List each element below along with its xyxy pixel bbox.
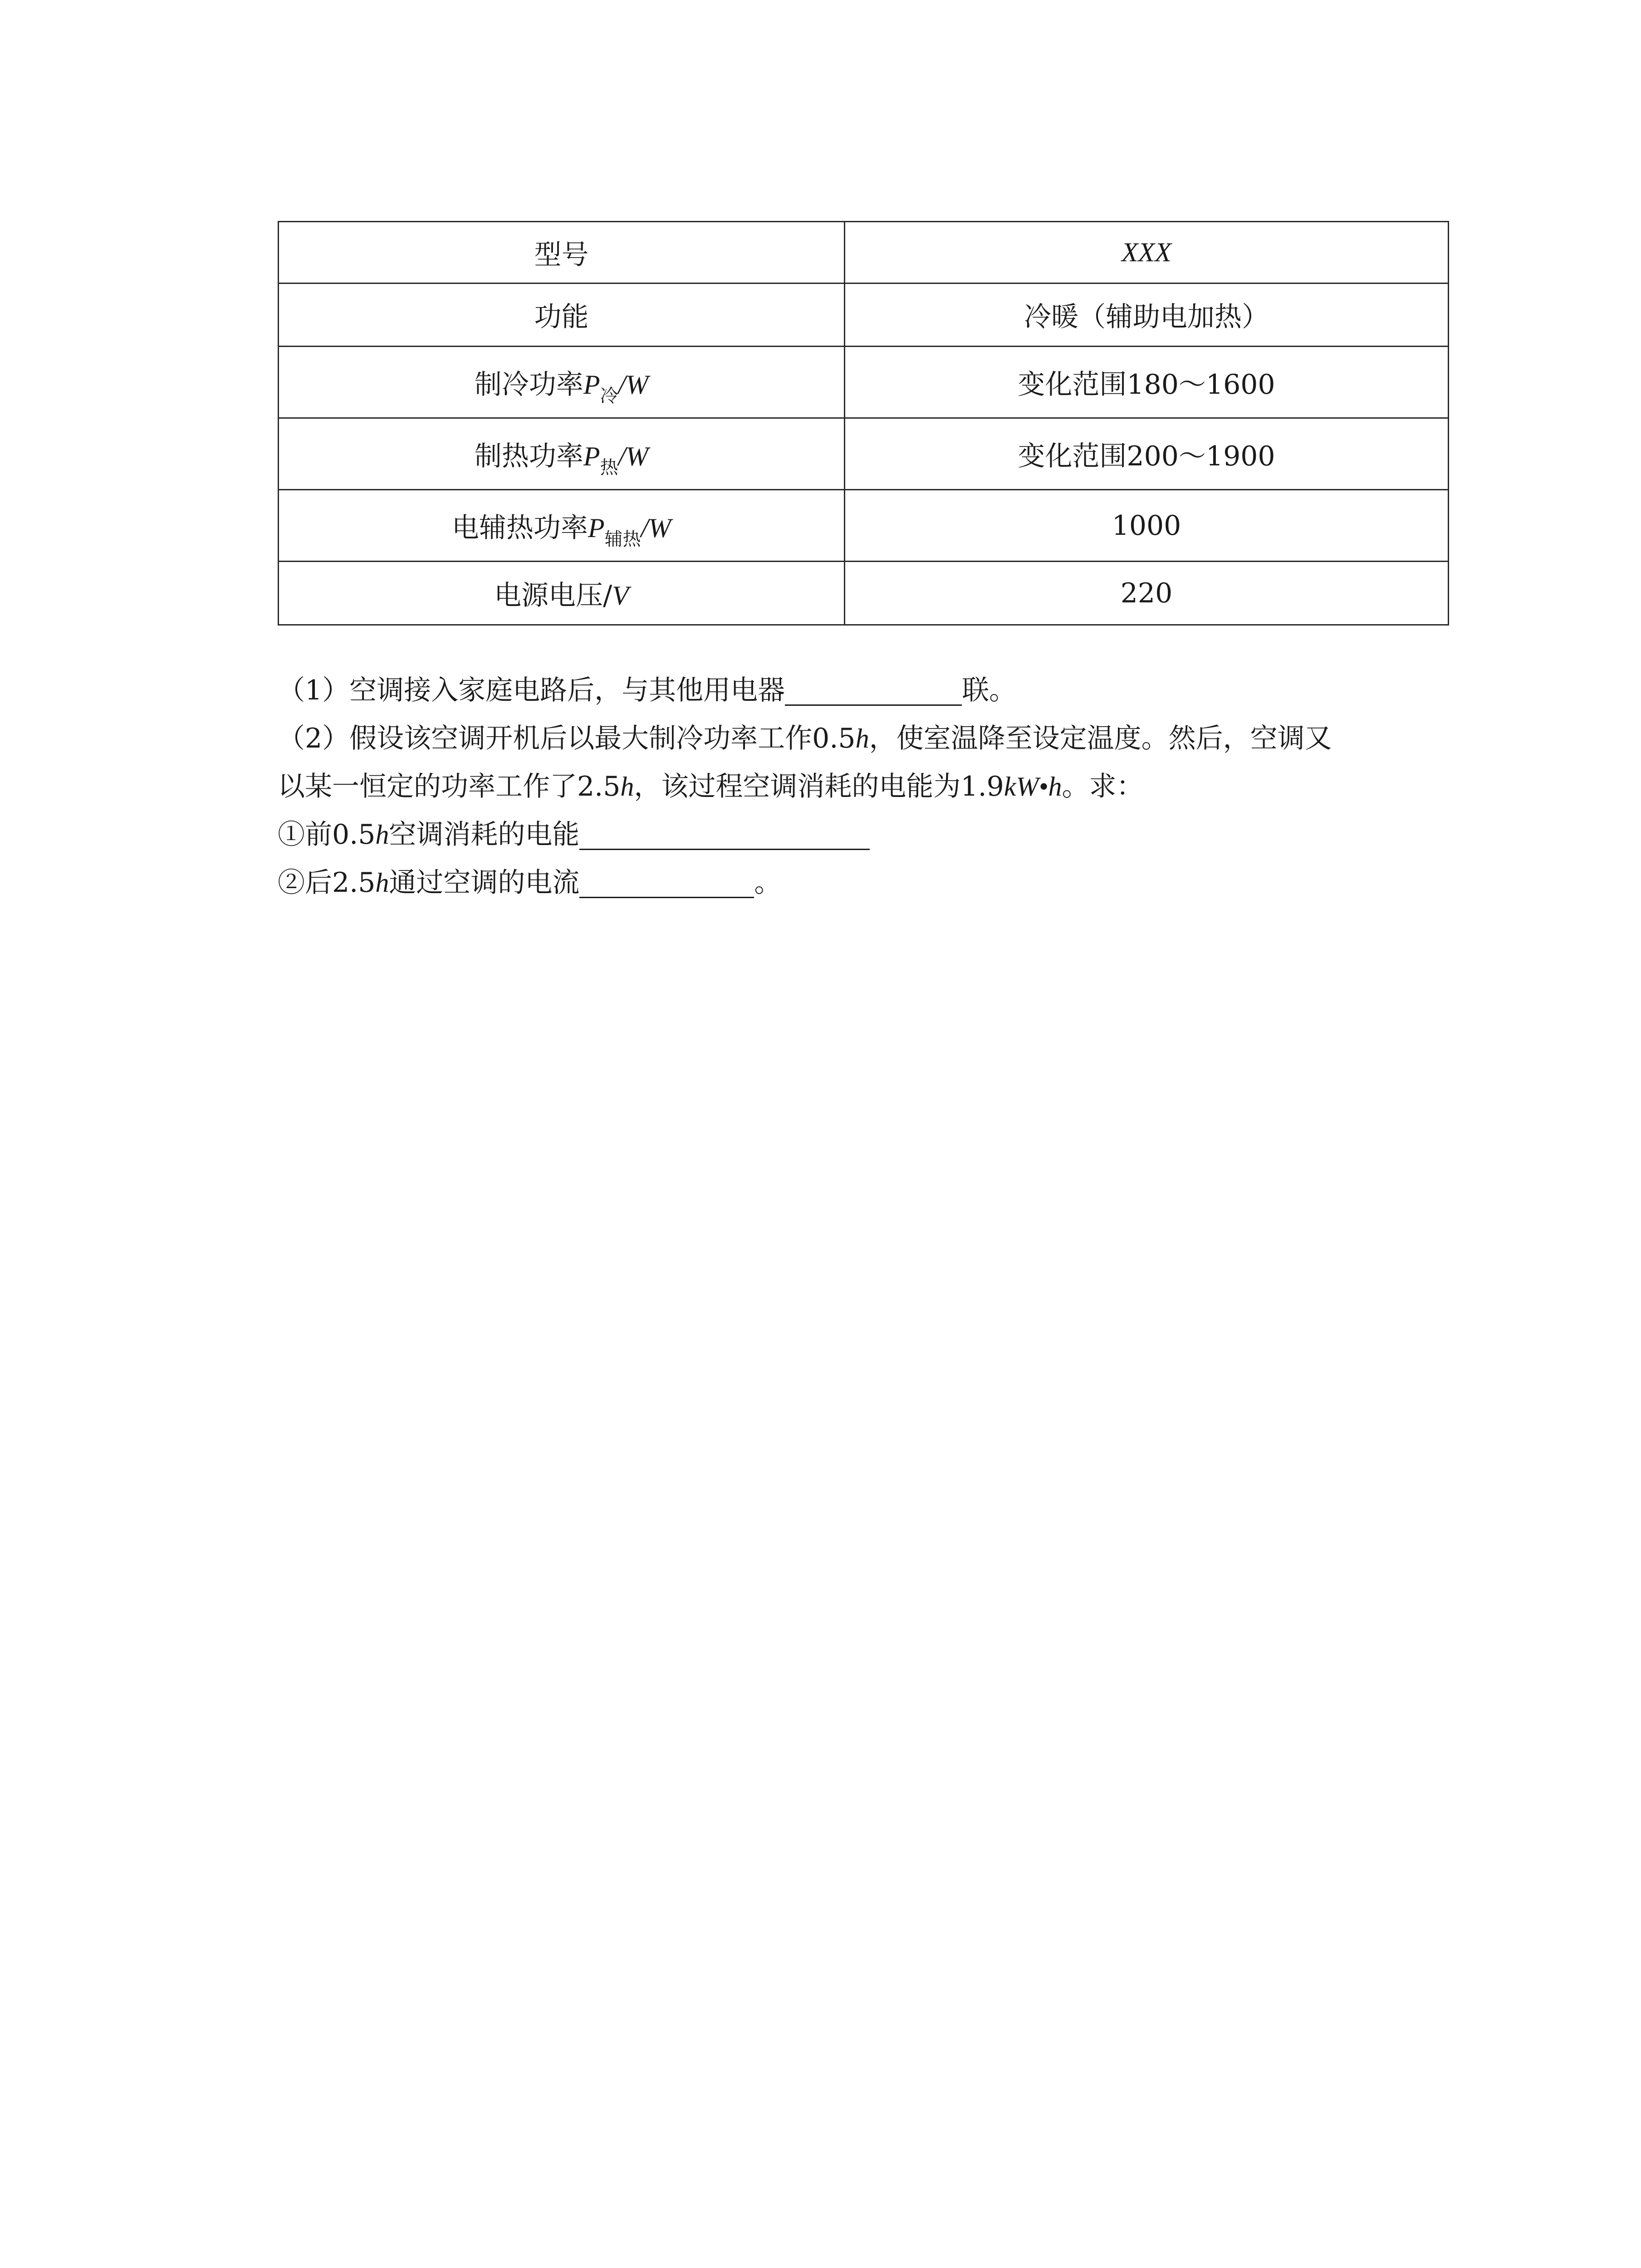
aux-heat-power-label [279,490,845,562]
hour-unit: h [375,820,389,850]
supply-voltage-symbol: V [612,580,629,611]
energy-unit: kW•h [1004,772,1062,802]
sub-question-1 [278,821,1457,850]
sub-question-2 [278,869,1457,898]
function-value: 冷暖（辅助电加热） [845,284,1449,347]
question-2-text-a: （2）假设该空调开机后以最大制冷功率工作0.5 [278,723,856,754]
supply-voltage-label [279,562,845,625]
table-row [279,222,1449,284]
answer-blank-2[interactable] [579,821,870,850]
cooling-power-subscript: 冷 [600,385,618,406]
question-2-text-b: ，使室温降至设定温度。然后，空调又 [869,723,1332,754]
cooling-power-value: 变化范围180～1600 [845,347,1449,418]
aux-heat-power-label-text: 电辅热功率 [451,512,588,544]
heating-power-symbol: P [583,441,600,471]
question-2-text-c: 以某一恒定的功率工作了2.5 [278,771,621,802]
question-1-suffix: 联。 [962,675,1017,706]
model-value: XXX [845,222,1449,284]
answer-blank-1[interactable] [785,677,962,706]
sub-question-1-text-a: ①前0.5 [278,819,376,850]
heating-power-unit: /W [618,441,649,471]
table-row [279,490,1449,562]
hour-unit: h [620,772,634,802]
supply-voltage-value: 220 [845,562,1449,625]
cooling-power-label [279,347,845,418]
question-2-text-e: 。求： [1062,771,1144,802]
table-row [279,347,1449,418]
table-row [279,418,1449,490]
sub-question-2-text-a: ②后2.5 [278,867,376,899]
question-1-text: （1）空调接入家庭电路后，与其他用电器 [278,675,785,706]
sub-question-1-text-b: 空调消耗的电能 [389,819,580,850]
aux-heat-power-unit: /W [641,513,671,543]
question-2-line-2 [278,773,1457,800]
question-1 [278,677,1457,706]
hour-unit: h [375,868,389,898]
cooling-power-unit: /W [618,369,649,400]
spec-table [278,221,1449,626]
supply-voltage-label-text: 电源电压/ [494,579,612,611]
cooling-power-symbol: P [583,369,600,400]
table-row [279,284,1449,347]
function-label: 功能 [279,284,845,347]
cooling-power-label-text: 制冷功率 [474,368,583,401]
aux-heat-power-symbol: P [588,513,605,543]
aux-heat-power-value: 1000 [845,490,1449,562]
table-row [279,562,1449,625]
heating-power-label-text: 制热功率 [474,440,583,472]
answer-blank-3[interactable] [579,870,754,898]
aux-heat-power-subscript: 辅热 [604,528,641,550]
sub-question-2-text-b: 通过空调的电流 [389,867,580,899]
heating-power-label [279,418,845,490]
hour-unit: h [855,723,869,753]
heating-power-subscript: 热 [600,457,618,478]
question-2-line-1 [278,725,1457,752]
model-label: 型号 [279,222,845,284]
sub-question-2-suffix: 。 [754,867,782,899]
question-2-text-d: ，该过程空调消耗的电能为1.9 [634,771,1004,802]
heating-power-value: 变化范围200～1900 [845,418,1449,490]
